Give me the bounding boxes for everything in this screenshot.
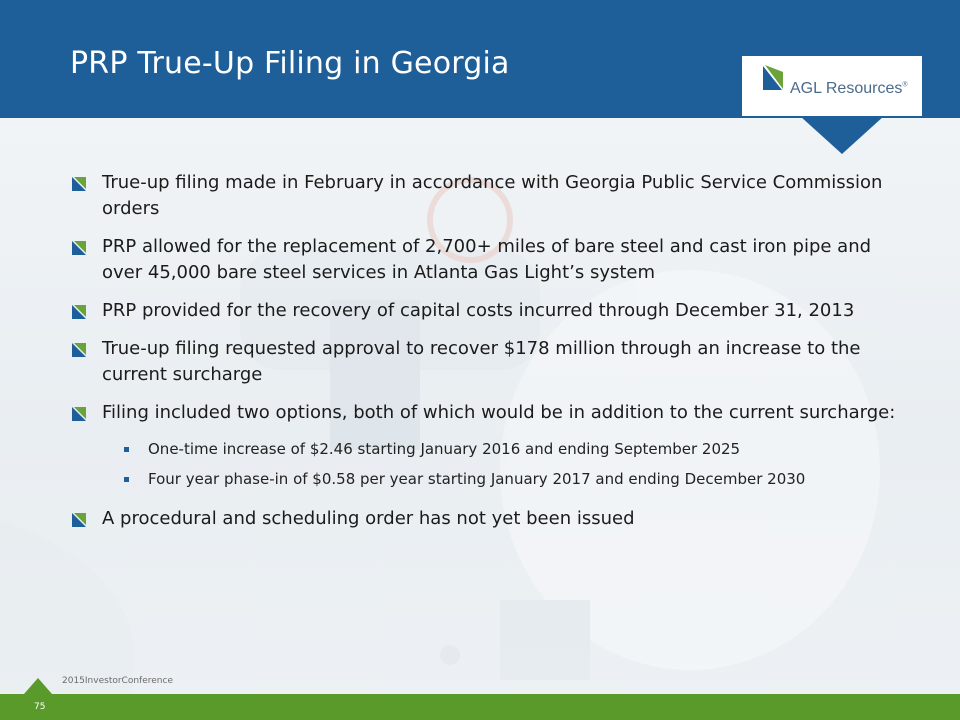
bullet-text: PRP provided for the recovery of capital costs incurred through December 31, 2013 [102,300,855,321]
bullet-arrow-icon [72,177,86,191]
logo-reg-mark: ® [902,81,908,89]
agl-logo-icon [762,64,784,92]
square-bullet-icon [124,447,129,452]
bullet-item [70,506,910,532]
footer-bar [0,694,960,720]
square-bullet-icon [124,477,129,482]
sub-bullet-text: Four year phase-in of $0.58 per year starting January 2017 and ending December 2030 [148,470,806,488]
bullet-arrow-icon [72,241,86,255]
bullet-item [70,336,910,388]
page-title: PRP True-Up Filing in Georgia [70,46,510,81]
bullet-text: True-up filing made in February in accordance with Georgia Public Service Commission orders [102,172,883,219]
bullet-text: A procedural and scheduling order has not yet been issued [102,508,635,529]
sub-bullet-list [102,434,910,494]
bullet-text: Filing included two options, both of which would be in addition to the current surcharge: [102,402,896,423]
bullet-text: True-up filing requested approval to recover $178 million through an increase to the current surcharge [102,338,861,385]
bullet-list [70,170,910,532]
bullet-arrow-icon [72,343,86,357]
bullet-arrow-icon [72,407,86,421]
sub-bullet-text: One-time increase of $2.46 starting January 2016 and ending September 2025 [148,440,741,458]
sub-bullet-item [102,464,910,494]
bullet-arrow-icon [72,305,86,319]
bullet-item [70,234,910,286]
logo-text [790,80,908,98]
bullet-content [70,170,910,544]
logo-name: AGL Resources [790,80,903,97]
logo-pointer [800,116,884,154]
bullet-item [70,298,910,324]
page-number: 75 [34,702,46,712]
footer-event-label: 2015InvestorConference [62,676,173,686]
bullet-arrow-icon [72,513,86,527]
bullet-text: PRP allowed for the replacement of 2,700+ miles of bare steel and cast iron pipe and over 45,000 bare steel services in Atlanta Gas Light’s system [102,236,872,283]
bullet-item [70,170,910,222]
bullet-item [70,400,910,494]
page-number-tab [24,678,52,694]
sub-bullet-item [102,434,910,464]
